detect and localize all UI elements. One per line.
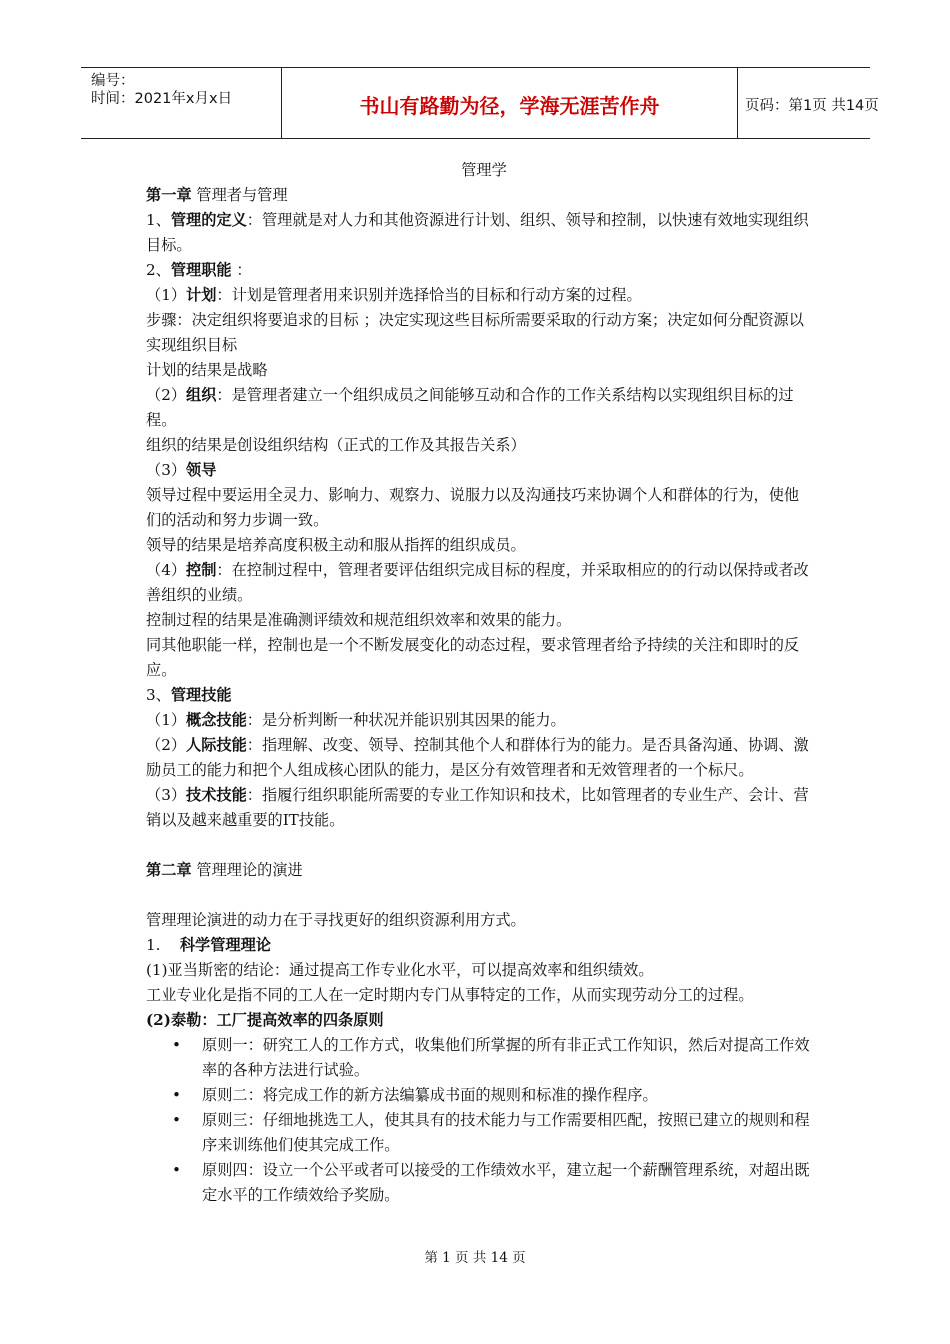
term-label: 管理技能 [170,686,232,704]
term-label: 管理职能 [170,261,232,279]
term-label: 控制 [186,561,217,579]
term-label: 技术技能 [186,786,247,804]
chapter1-heading [146,183,810,208]
principles-list [146,1033,810,1208]
item-number: （2） [146,386,187,404]
taylor-heading [146,1008,810,1033]
definition-paragraph [146,208,810,258]
principle-text: 原则四：设立一个公平或者可以接受的工作绩效水平，建立起一个薪酬管理系统，对超出既定水平的工作绩效给予奖励。 [202,1161,810,1204]
chapter1-title: 管理者与管理 [191,186,288,204]
planning-steps: 步骤：决定组织将要追求的目标 ；决定实现这些目标所需要采取的行动方案；决定如何分配资源以实现组织目标 [146,311,804,354]
page-footer: 第 1 页 共 14 页 [424,1250,526,1266]
list-item [146,1108,810,1158]
term-text: ：是分析判断一种状况并能识别其因果的能力。 [246,711,566,729]
item-number: 3、 [146,686,171,704]
item-number: （3） [146,461,187,479]
term-label: 组织 [186,386,217,404]
planning-result: 计划的结果是战略 [146,361,268,379]
bullet-icon: • [172,1086,181,1104]
principle-text: 原则一：研究工人的工作方式，收集他们所掌握的所有非正式工作知识，然后对提高工作效率的各种方法进行试验。 [202,1036,810,1079]
item-number: 2、 [146,261,171,279]
conceptual-skill [146,708,810,733]
organizing-paragraph [146,383,810,433]
term-text: ：是管理者建立一个组织成员之间能够互动和合作的工作关系结构以实现组织目标的过程。 [146,386,794,429]
term-text: ：指理解、改变、领导、控制其他个人和群体行为的能力。是否具备沟通、协调、激励员工的能力和把个人组成核心团队的能力，是区分有效管理者和无效管理者的一个标尺。 [146,736,809,779]
item-number: （1） [146,711,187,729]
bullet-icon: • [172,1111,181,1129]
chapter2-heading [146,858,810,883]
leading-result: 领导的结果是培养高度积极主动和服从指挥的组织成员。 [146,536,526,554]
term-label: 领导 [186,461,217,479]
spacer [146,883,810,908]
term-label: 人际技能 [186,736,247,754]
header-page-cell [737,68,879,138]
planning-paragraph [146,283,810,308]
item-number: （2） [146,736,187,754]
term-text: ： [231,261,252,279]
bullet-icon: • [172,1161,181,1179]
item-number: 1. [146,936,180,954]
specialization-definition: 工业专业化是指不同的工人在一定时期内专门从事特定的工作，从而实现劳动分工的过程。 [146,986,754,1004]
scientific-management-heading [146,933,810,958]
controlling-note: 同其他职能一样，控制也是一个不断发展变化的动态过程，要求管理者给予持续的关注和即时的反应。 [146,636,800,679]
controlling-paragraph [146,558,810,608]
document-number-label: 编号： [91,73,135,89]
chapter1-number: 第一章 [146,186,192,204]
term-text: 亚当斯密的结论：通过提高工作专业化水平，可以提高效率和组织绩效。 [167,961,654,979]
term-label: 概念技能 [186,711,247,729]
skills-heading [146,683,810,708]
term-label: 计划 [186,286,217,304]
term-text: ：管理就是对人力和其他资源进行计划、组织、领导和控制，以快速有效地实现组织目标。 [146,211,809,254]
functions-heading [146,258,810,283]
adam-smith-paragraph [146,958,810,983]
list-item [146,1158,810,1208]
header-motto: 书山有路勤为径，学海无涯苦作舟 [359,94,660,118]
leading-description: 领导过程中要运用全灵力、影响力、观察力、说服力以及沟通技巧来协调个人和群体的行为，使他们的活动和努力步调一致。 [146,486,800,529]
bullet-icon: • [172,1036,181,1054]
interpersonal-skill [146,733,810,783]
list-item [146,1033,810,1083]
header-info-cell [81,68,281,138]
item-number: （4） [146,561,187,579]
chapter2-title: 管理理论的演进 [191,861,303,879]
header-motto-cell [281,68,738,138]
item-number: (2) [146,1011,171,1029]
term-text: ：在控制过程中，管理者要评估组织完成目标的程度，并采取相应的的行动以保持或者改善组织的业绩。 [146,561,809,604]
principle-text: 原则三：仔细地挑选工人，使其具有的技术能力与工作需要相匹配，按照已建立的规则和程序来训练他们使其完成工作。 [202,1111,810,1154]
term-label: 科学管理理论 [179,936,271,954]
leading-heading [146,458,810,483]
chapter2-intro: 管理理论演进的动力在于寻找更好的组织资源利用方式。 [146,911,526,929]
term-label: 泰勒：工厂提高效率的四条原则 [170,1011,384,1029]
item-number: (1) [146,961,168,979]
term-text: ：计划是管理者用来识别并选择恰当的目标和行动方案的过程。 [216,286,642,304]
organizing-result: 组织的结果是创设组织结构（正式的工作及其报告关系） [146,436,526,454]
spacer [146,833,810,858]
document-title: 管理学 [461,161,507,179]
item-number: 1、 [146,211,171,229]
item-number: （3） [146,786,187,804]
header-page-code: 页码：第1页 共14页 [745,98,879,114]
item-number: （1） [146,286,187,304]
term-text: ：指履行组织职能所需要的专业工作知识和技术，比如管理者的专业生产、会计、营销以及越来越重要的IT技能。 [146,786,809,829]
term-label: 管理的定义 [170,211,247,229]
principle-text: 原则二：将完成工作的新方法编纂成书面的规则和标准的操作程序。 [202,1086,658,1104]
document-time-label: 时间：2021年x月x日 [91,91,233,107]
list-item [146,1083,810,1108]
controlling-result: 控制过程的结果是准确测评绩效和规范组织效率和效果的能力。 [146,611,572,629]
chapter2-number: 第二章 [146,861,192,879]
document-header [81,67,879,139]
document-body [146,158,810,1208]
technical-skill [146,783,810,833]
